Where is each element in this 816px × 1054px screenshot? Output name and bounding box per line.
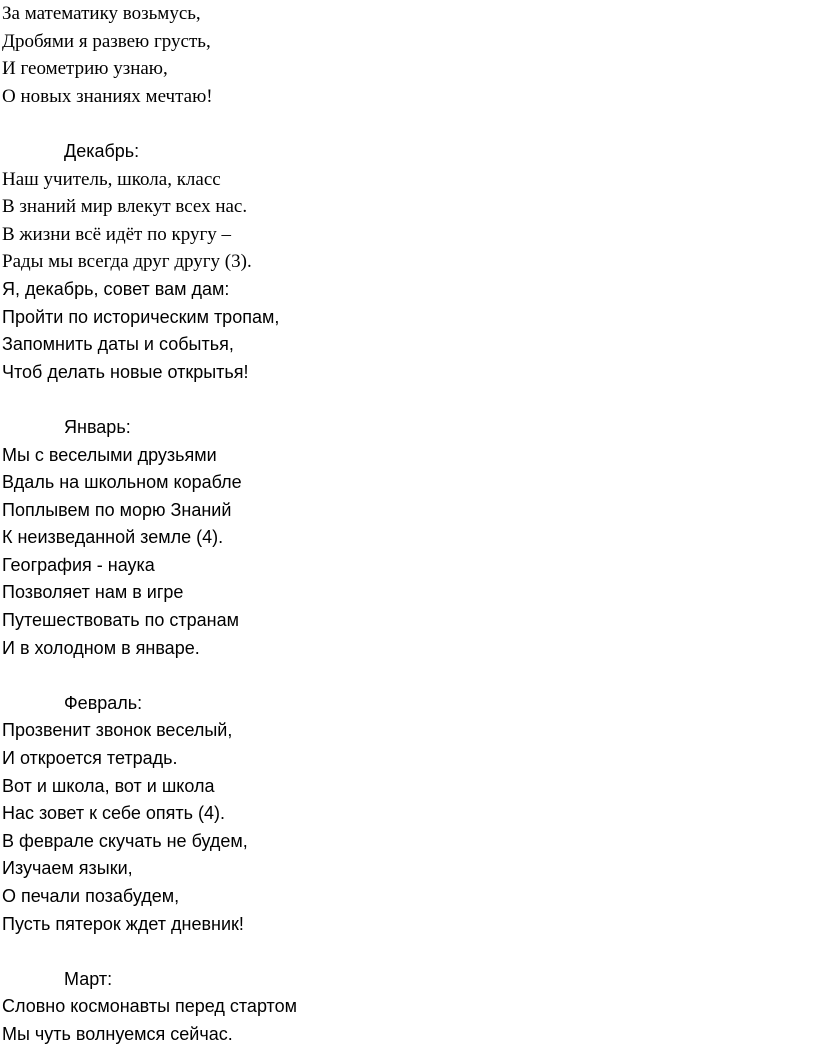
month-heading-march: Март:: [64, 968, 113, 989]
poem-line: Вот и школа, вот и школа: [2, 775, 215, 796]
poem-line: Прозвенит звонок веселый,: [2, 720, 233, 741]
poem-line: О новых знаниях мечтаю!: [2, 85, 213, 107]
poem-line: Изучаем языки,: [2, 858, 133, 879]
month-heading-january: Январь:: [64, 416, 131, 437]
poem-line: Наш учитель, школа, класс: [2, 168, 221, 190]
poem-line: В жизни всё идёт по кругу –: [2, 223, 232, 245]
march-section: [2, 966, 816, 1049]
poem-line: К неизведанной земле (4).: [2, 527, 224, 548]
poem-line: Путешествовать по странам: [2, 610, 240, 631]
poem-line: Дробями я развею грусть,: [2, 30, 211, 52]
poem-line: О печали позабудем,: [2, 886, 180, 906]
poem-line: Мы с веселыми друзьями: [2, 444, 217, 465]
month-heading-december: Декабрь:: [64, 140, 140, 161]
poem-line: Пройти по историческим тропам,: [2, 306, 280, 327]
poem-line: Позволяет нам в игре: [2, 582, 184, 603]
poem-line: И в холодном в январе.: [2, 637, 200, 658]
poem-line: В знаний мир влекут всех нас.: [2, 196, 248, 218]
month-heading-february: Февраль:: [64, 692, 143, 713]
blank-line: [2, 662, 816, 690]
poem-line: За математику возьмусь,: [2, 3, 201, 24]
poem-line: В феврале скучать не будем,: [2, 830, 248, 851]
january-section: [2, 414, 816, 662]
poem-line: Запомнить даты и событья,: [2, 334, 234, 355]
poem-line: Нас зовет к себе опять (4).: [2, 803, 226, 824]
poem-line: Рады мы всегда друг другу (3).: [2, 251, 252, 273]
february-section: [2, 690, 816, 938]
poem-line: Чтоб делать новые открытья!: [2, 361, 249, 382]
poem-line: Поплывем по морю Знаний: [2, 499, 232, 520]
poem-line: География - наука: [2, 554, 155, 575]
blank-line: [2, 110, 816, 138]
poem-line: Пусть пятерок ждет дневник!: [2, 913, 244, 934]
december-section: [2, 138, 816, 386]
poem-line: Я, декабрь, совет вам дам:: [2, 278, 230, 299]
poem-line: Мы чуть волнуемся сейчас.: [2, 1023, 233, 1044]
blank-line: [2, 386, 816, 414]
poem-line: И откроется тетрадь.: [2, 748, 178, 769]
intro-stanza: [2, 0, 816, 110]
poem-line: Словно космонавты перед стартом: [2, 996, 297, 1017]
poem-line: Вдаль на школьном корабле: [2, 472, 242, 493]
poem-line: И геометрию узнаю,: [2, 58, 168, 80]
blank-line: [2, 938, 816, 966]
